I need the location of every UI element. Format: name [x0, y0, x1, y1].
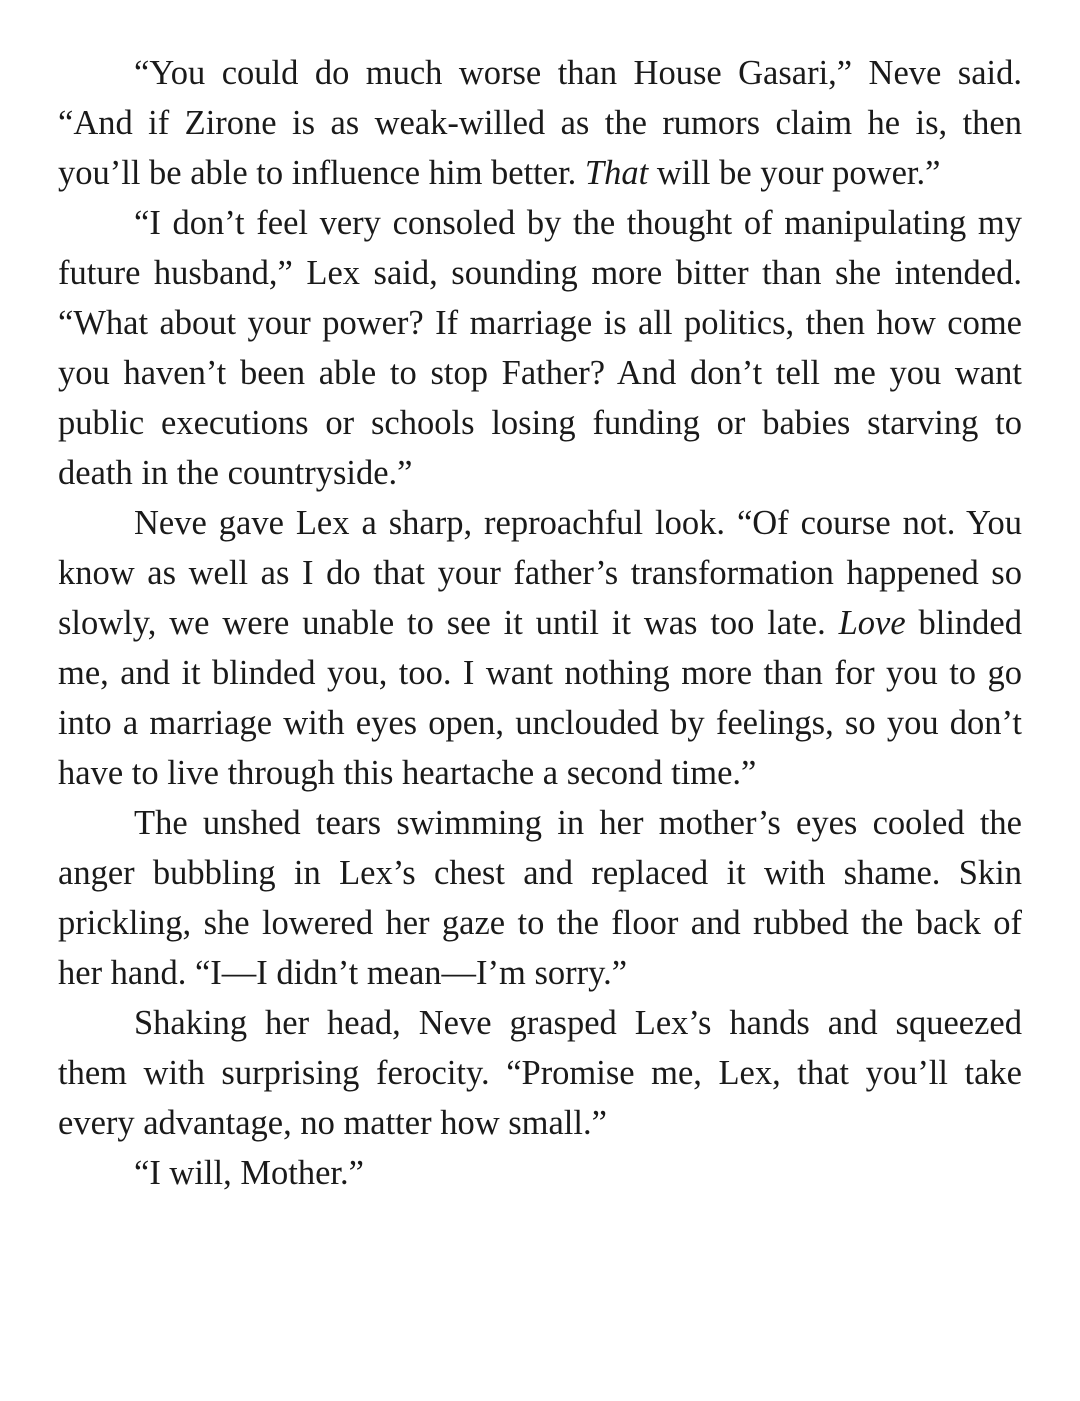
text-segment: blinded me, and it blinded you, too. I want nothing more than for you to go into a marriage with eyes open, unclouded by feelings, so you don’t have to live through this heartache a second time.”: [58, 604, 1022, 792]
paragraph-5: [58, 998, 1022, 1148]
text-segment: “I don’t feel very consoled by the thought of manipulating my future husband,” Lex said, sounding more bitter than she intended. “What about your power? If marriage is all politics, then how come you haven’t been able to stop Father? And don’t tell me you want public executions or schools losing funding or babies starving to death in the countryside.”: [58, 204, 1022, 492]
italic-emphasis: That: [584, 154, 649, 192]
paragraph-3: [58, 498, 1022, 798]
text-segment: “You could do much worse than House Gasari,” Neve said. “And if Zirone is as weak-willed as the rumors claim he is, then you’ll be able to influence him better.: [58, 54, 1022, 192]
text-segment: “I will, Mother.”: [134, 1154, 364, 1192]
italic-emphasis: Love: [838, 604, 906, 642]
paragraph-2: [58, 198, 1022, 498]
paragraph-4: [58, 798, 1022, 998]
text-segment: will be your power.”: [648, 154, 941, 192]
text-segment: Shaking her head, Neve grasped Lex’s hands and squeezed them with surprising ferocity. “Promise me, Lex, that you’ll take every advantage, no matter how small.”: [58, 1004, 1022, 1142]
book-page: [58, 48, 1022, 1198]
text-segment: The unshed tears swimming in her mother’s eyes cooled the anger bubbling in Lex’s chest and replaced it with shame. Skin prickling, she lowered her gaze to the floor and rubbed the back of her hand. “I—I didn’t mean—I’m sorry.”: [58, 804, 1022, 992]
paragraph-1: [58, 48, 1022, 198]
text-segment: Neve gave Lex a sharp, reproachful look. “Of course not. You know as well as I do that your father’s transformation happened so slowly, we were unable to see it until it was too late.: [58, 504, 1022, 642]
paragraph-6: [58, 1148, 1022, 1198]
